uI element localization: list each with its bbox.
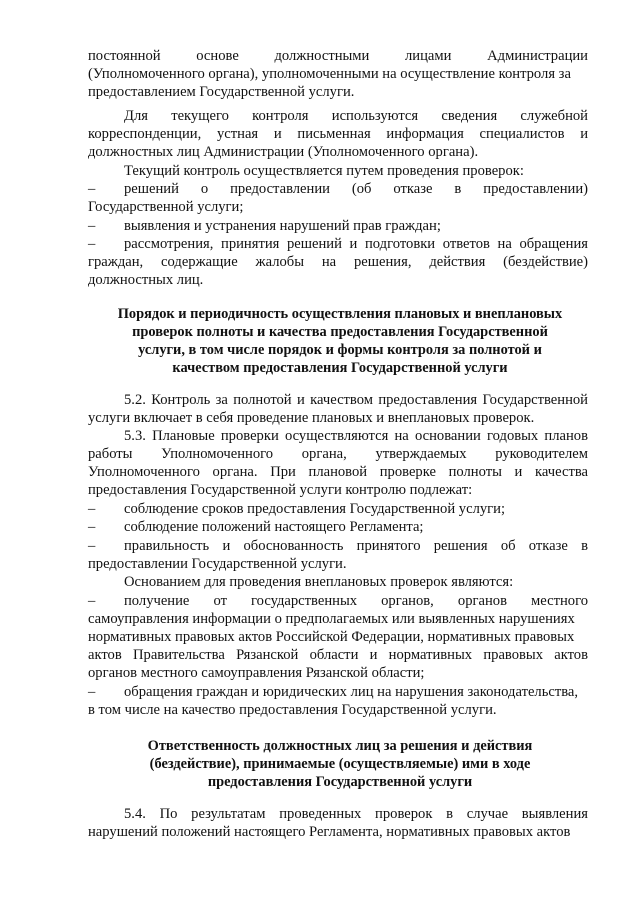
text-line: Уполномоченного органа. При плановой проверке полноты и качества [88, 464, 588, 480]
text-line: нормативных правовых актов Российской Федерации, нормативных правовых [88, 629, 575, 645]
list-bullet: – [88, 593, 96, 609]
text-line: Государственной услуги; [88, 199, 244, 215]
text-line: самоуправления информации о предполагаемых или выявленных нарушениях [88, 611, 575, 627]
list-bullet: – [88, 218, 96, 234]
section-heading-line: проверок полноты и качества предоставления Государственной [132, 324, 548, 340]
text-line: должностных лиц Администрации (Уполномоченного органа). [88, 144, 479, 160]
text-line: Для текущего контроля используются сведения служебной [124, 108, 588, 124]
list-bullet: – [88, 181, 96, 197]
text-line: правильность и обоснованность принятого решения об отказе в [124, 538, 588, 554]
text-line: соблюдение сроков предоставления Государственной услуги; [124, 501, 506, 517]
text-line: корреспонденции, устная и письменная информация специалистов и [88, 126, 588, 142]
text-line: должностных лиц. [88, 272, 204, 288]
text-line: работы Уполномоченного органа, утверждаемых руководителем [88, 446, 588, 462]
list-bullet: – [88, 501, 96, 517]
text-line: предоставлением Государственной услуги. [88, 84, 355, 100]
text-line: нарушений положений настоящего Регламента, нормативных правовых актов [88, 824, 571, 840]
text-line: соблюдение положений настоящего Регламента; [124, 519, 424, 535]
text-line: 5.3. Плановые проверки осуществляются на основании годовых планов [124, 428, 588, 444]
text-line: 5.4. По результатам проведенных проверок в случае выявления [124, 806, 588, 822]
text-line: постоянной основе должностными лицами Администрации [88, 48, 588, 64]
list-bullet: – [88, 538, 96, 554]
list-bullet: – [88, 519, 96, 535]
section-heading-line: Ответственность должностных лиц за решения и действия [147, 738, 533, 754]
list-bullet: – [88, 684, 96, 700]
section-heading-line: Порядок и периодичность осуществления плановых и внеплановых [117, 306, 563, 322]
text-line: в том числе на качество предоставления Государственной услуги. [88, 702, 497, 718]
text-line: рассмотрения, принятия решений и подготовки ответов на обращения [124, 236, 588, 252]
text-line: предоставлении Государственной услуги. [88, 556, 347, 572]
text-line: граждан, содержащие жалобы на решения, действия (бездействие) [88, 254, 588, 270]
section-heading-line: предоставления Государственной услуги [207, 774, 473, 790]
text-line: органов местного самоуправления Рязанской области; [88, 665, 425, 681]
text-line: выявления и устранения нарушений прав граждан; [124, 218, 441, 234]
section-heading-line: (бездействие), принимаемые (осуществляемые) ими в ходе [149, 756, 531, 772]
section-heading-line: услуги, в том числе порядок и формы контроля за полнотой и [138, 342, 542, 358]
text-line: Основанием для проведения внеплановых проверок являются: [124, 574, 514, 590]
list-bullet: – [88, 236, 96, 252]
text-line: решений о предоставлении (об отказе в предоставлении) [124, 181, 588, 197]
section-heading-line: качеством предоставления Государственной услуги [172, 360, 508, 376]
text-line: актов Правительства Рязанской области и нормативных правовых актов [88, 647, 588, 663]
text-line: услуги включает в себя проведение плановых и внеплановых проверок. [88, 410, 535, 426]
text-line: Текущий контроль осуществляется путем проведения проверок: [124, 163, 524, 179]
text-line: обращения граждан и юридических лиц на нарушения законодательства, [124, 684, 579, 700]
text-line: 5.2. Контроль за полнотой и качеством предоставления Государственной [124, 392, 588, 408]
text-line: предоставления Государственной услуги контролю подлежат: [88, 482, 473, 498]
text-line: (Уполномоченного органа), уполномоченными на осуществление контроля за [88, 66, 571, 82]
text-line: получение от государственных органов, органов местного [124, 593, 588, 609]
